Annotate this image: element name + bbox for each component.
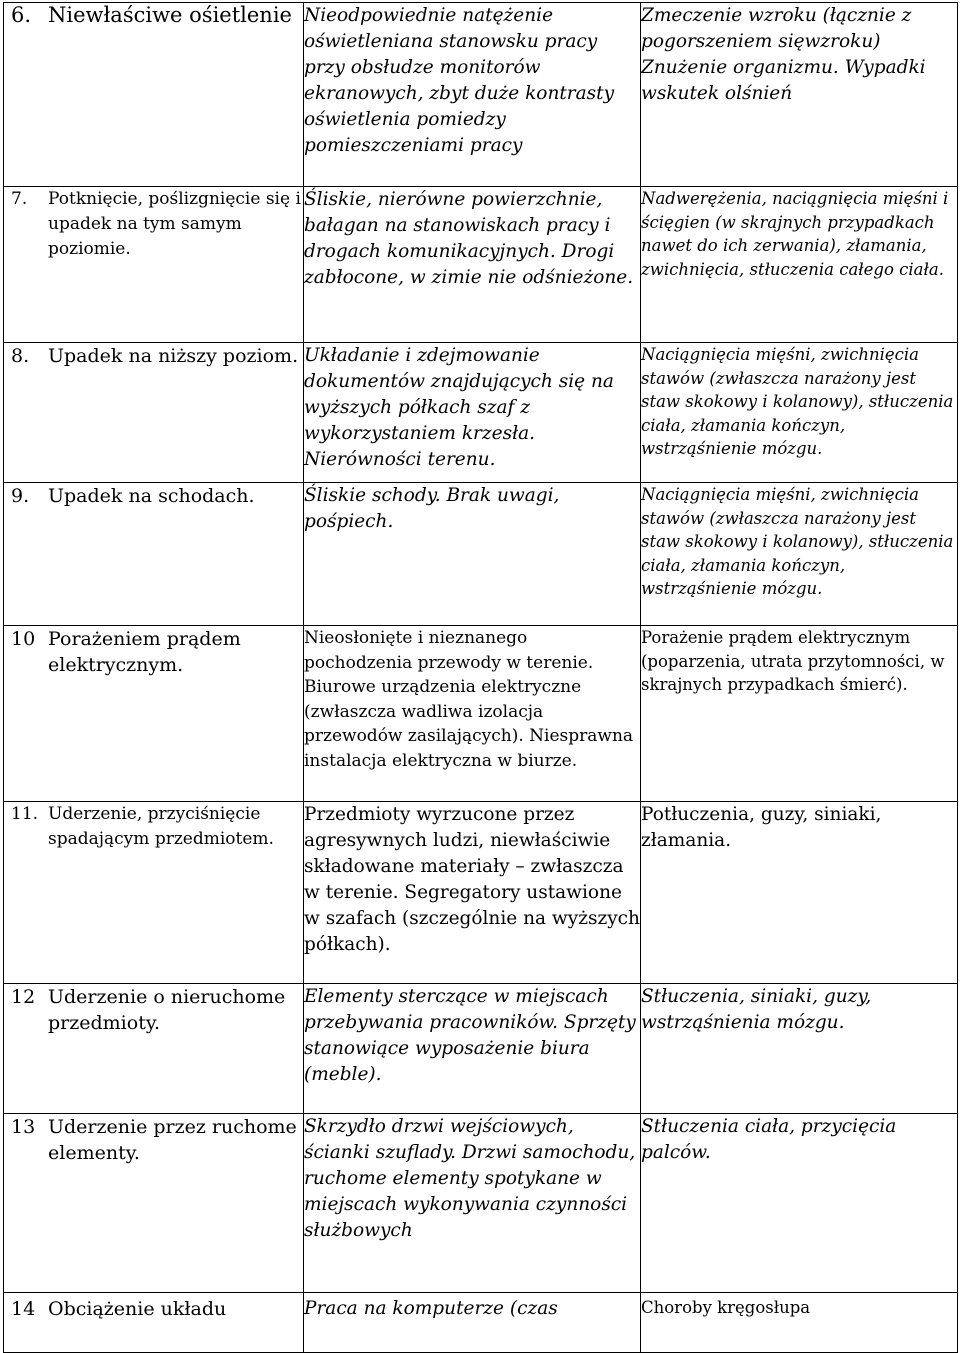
effect-cell bbox=[641, 483, 958, 626]
effect-text: Nadwerężenia, naciągnięcia mięśni i ścięgien (w skrajnych przypadkach nawet do ich zerwania), złamania, zwichnięcia, stłuczenia całego ciała. bbox=[641, 189, 949, 279]
hazard-text: Porażeniem prądem elektrycznym. bbox=[48, 628, 241, 676]
effect-text: Choroby kręgosłupa bbox=[641, 1298, 811, 1317]
hazard-table bbox=[3, 2, 958, 1353]
cause-text: Nieodpowiednie natężenie oświetleniana stanowsku pracy przy obsłudze monitorów ekranowych, zbyt duże kontrasty oświetlenia pomiedzy pomieszczeniami pracy bbox=[304, 5, 615, 156]
hazard-text: Niewłaściwe ośietlenie bbox=[48, 3, 292, 27]
cause-cell bbox=[304, 984, 641, 1114]
cause-text: Układanie i zdejmowanie dokumentów znajdujących się na wyższych półkach szaf z wykorzystaniem krzesła. Nierówności terenu. bbox=[304, 345, 614, 470]
row-number: 8. bbox=[11, 345, 30, 367]
row-number: 10 bbox=[11, 628, 36, 650]
hazard-text: Upadek na schodach. bbox=[48, 485, 255, 507]
effect-cell bbox=[641, 3, 958, 187]
hazard-cell bbox=[4, 1114, 304, 1293]
table-row bbox=[4, 3, 958, 187]
cause-text: Nieosłonięte i nieznanego pochodzenia przewody w terenie. Biurowe urządzenia elektryczne (zwłaszcza wadliwa izolacja przewodów zasilających). Niesprawna instalacja elektryczna w biurze. bbox=[304, 628, 634, 771]
hazard-cell bbox=[4, 626, 304, 802]
effect-text: Stłuczenia, siniaki, guzy, wstrząśnienia mózgu. bbox=[641, 986, 872, 1033]
effect-text: Naciągnięcia mięśni, zwichnięcia stawów (zwłaszcza narażony jest staw skokowy i kolanowy), stłuczenia ciała, złamania kończyn, wstrząśnienie mózgu. bbox=[641, 345, 954, 458]
cause-cell bbox=[304, 802, 641, 984]
hazard-cell bbox=[4, 187, 304, 343]
table-row bbox=[4, 1114, 958, 1293]
hazard-text: Potknięcie, poślizgnięcie się i upadek na tym samym poziomie. bbox=[48, 189, 301, 259]
effect-text: Porażenie prądem elektrycznym (poparzenia, utrata przytomności, w skrajnych przypadkach śmierć). bbox=[641, 628, 945, 694]
row-number: 13 bbox=[11, 1116, 36, 1138]
hazard-text: Upadek na niższy poziom. bbox=[48, 345, 299, 367]
hazard-cell bbox=[4, 343, 304, 483]
cause-cell bbox=[304, 3, 641, 187]
cause-cell bbox=[304, 187, 641, 343]
hazard-cell bbox=[4, 984, 304, 1114]
cause-text: Przedmioty wyrzucone przez agresywnych ludzi, niewłaściwie składowane materiały – zwłaszcza w terenie. Segregatory ustawione w szafach (szczególnie na wyższych półkach). bbox=[304, 804, 640, 955]
hazard-cell bbox=[4, 3, 304, 187]
hazard-text: Uderzenie, przyciśnięcie spadającym przedmiotem. bbox=[48, 804, 274, 849]
table-row bbox=[4, 626, 958, 802]
cause-text: Śliskie schody. Brak uwagi, pośpiech. bbox=[304, 485, 560, 532]
hazard-cell bbox=[4, 483, 304, 626]
row-number: 11. bbox=[11, 804, 39, 824]
table-row bbox=[4, 483, 958, 626]
table-row bbox=[4, 343, 958, 483]
cause-text: Elementy sterczące w miejscach przebywania pracowników. Sprzęty stanowiące wyposażenie biura (meble). bbox=[304, 986, 636, 1085]
cause-text: Skrzydło drzwi wejściowych, ścianki szuflady. Drzwi samochodu, ruchome elementy spotykane w miejscach wykonywania czynności służbowych bbox=[304, 1116, 636, 1241]
effect-text: Stłuczenia ciała, przycięcia palców. bbox=[641, 1116, 897, 1163]
effect-cell bbox=[641, 343, 958, 483]
cause-cell bbox=[304, 483, 641, 626]
hazard-text: Uderzenie o nieruchome przedmioty. bbox=[48, 986, 286, 1034]
table-row bbox=[4, 984, 958, 1114]
hazard-cell bbox=[4, 802, 304, 984]
effect-text: Zmeczenie wzroku (łącznie z pogorszeniem sięwzroku) Znużenie organizmu. Wypadki wskutek olśnień bbox=[641, 5, 926, 104]
row-number: 6. bbox=[11, 3, 32, 27]
cause-cell bbox=[304, 1114, 641, 1293]
row-number: 9. bbox=[11, 485, 30, 507]
cause-text: Praca na komputerze (czas bbox=[304, 1298, 558, 1319]
effect-cell bbox=[641, 626, 958, 802]
table-row bbox=[4, 187, 958, 343]
row-number: 14 bbox=[11, 1298, 36, 1320]
cause-text: Śliskie, nierówne powierzchnie, bałagan na stanowiskach pracy i drogach komunikacyjnych. Drogi zabłocone, w zimie nie odśnieżone. bbox=[304, 189, 634, 288]
hazard-text: Uderzenie przez ruchome elementy. bbox=[48, 1116, 297, 1164]
cause-cell bbox=[304, 343, 641, 483]
effect-cell bbox=[641, 802, 958, 984]
effect-cell bbox=[641, 1114, 958, 1293]
row-number: 12 bbox=[11, 986, 36, 1008]
effect-cell bbox=[641, 187, 958, 343]
effect-cell bbox=[641, 984, 958, 1114]
row-number: 7. bbox=[11, 189, 28, 209]
table-row bbox=[4, 802, 958, 984]
cause-cell bbox=[304, 626, 641, 802]
hazard-text: Obciążenie układu bbox=[48, 1298, 227, 1320]
effect-text: Naciągnięcia mięśni, zwichnięcia stawów (zwłaszcza narażony jest staw skokowy i kolanowy), stłuczenia ciała, złamania kończyn, wstrząśnienie mózgu. bbox=[641, 485, 954, 598]
effect-text: Potłuczenia, guzy, siniaki, złamania. bbox=[641, 804, 882, 851]
